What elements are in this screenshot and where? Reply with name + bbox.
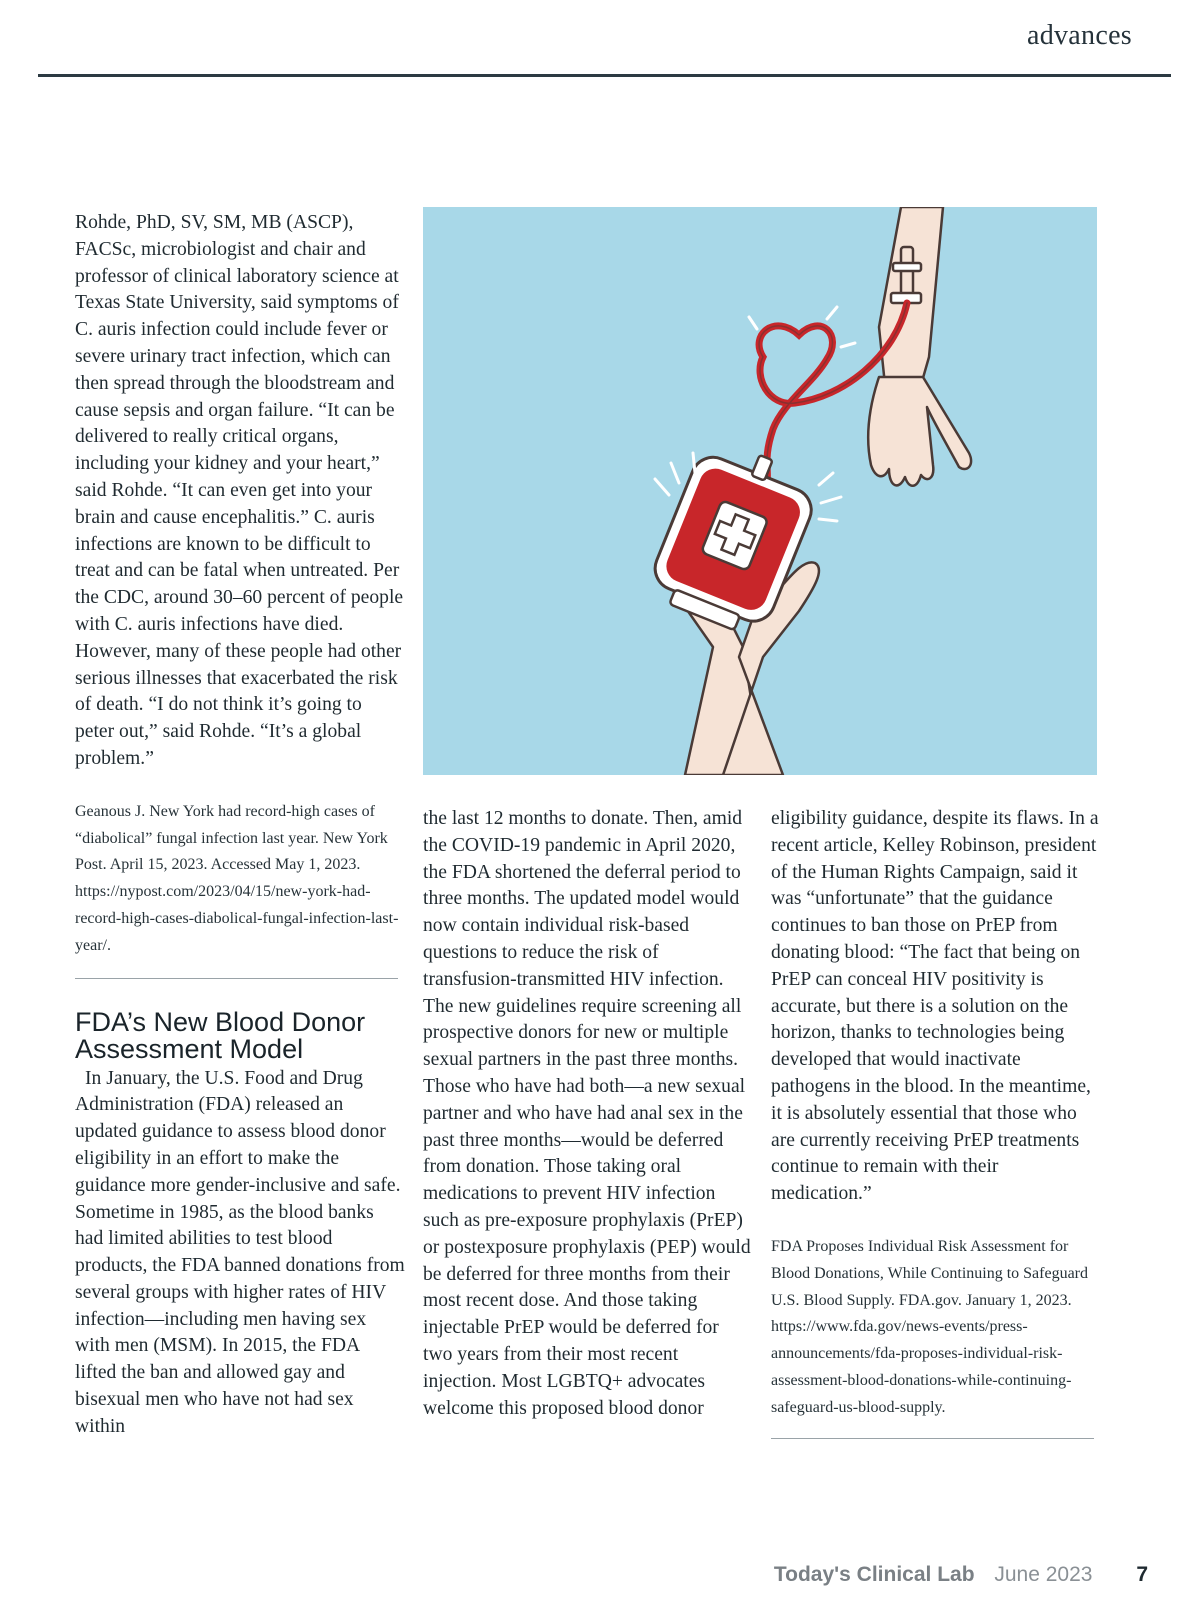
article-body-text: the last 12 months to donate. Then, amid the COVID-19 pandemic in April 2020, the FDA shortened the deferral period to three months. The updated model would now contain individual risk-based questions to reduce the risk of transfusion-transmitted HIV infection. The new guidelines require screening all prospective donors for new or multiple sexual partners in the past three months. Those who have had both—a new sexual partner and who have had anal sex in the past three months—would be deferred from donation. Those taking oral medications to prevent HIV infection such as pre-exposure prophylaxis (PrEP) or postexposure prophylaxis (PEP) would be deferred for three months from their most recent dose. And those taking injectable PrEP would be deferred for two years from their most recent injection. Most LGBTQ+ advocates welcome this proposed blood donor [423,808,751,1419]
blood-donation-illustration [423,207,1097,775]
page-footer [774,1563,1148,1587]
header-rule [38,74,1171,77]
section-label: advances [1026,20,1132,51]
reference-divider [771,1438,1094,1439]
issue-date: June 2023 [994,1563,1093,1586]
publication-name: Today's Clinical Lab [773,1563,975,1586]
section-heading: FDA’s New Blood Donor Assessment Model [75,1006,366,1064]
article-body-text: eligibility guidance, despite its flaws. In a recent article, Kelley Robinson, president of the Human Rights Campaign, said it was “unfortunate” that the guidance continues to ban those on PrEP from donating blood: “The fact that being on PrEP can conceal HIV positivity is accurate, but there is a solution on the horizon, thanks to technologies being developed that would inactivate pathogens in the blood. In the meantime, it is absolutely essential that those who are currently receiving PrEP treatments continue to remain with their medication.” [771,808,1099,1205]
column-2 [423,806,753,1422]
page-number: 7 [1136,1563,1148,1586]
reference-divider [75,978,398,979]
heart-blood-bag-icon [423,207,1097,775]
reference-citation: FDA Proposes Individual Risk Assessment for Blood Donations, While Continuing to Safeguard U.S. Blood Supply. FDA.gov. January 1, 2023. https://www.fda.gov/news-events/press-announcements/fda-proposes-individual-risk-assessment-blood-donations-while-continuing-safeguard-us-blood-supply. [771,1237,1089,1416]
column-1 [75,210,405,1441]
column-3 [771,806,1101,1439]
reference-citation: Geanous J. New York had record-high cases of “diabolical” fungal infection last year. New York Post. April 15, 2023. Accessed May 1, 2023. https://nypost.com/2023/04/15/new-york-had-record-high-cases-diabolical-fungal-infection-last-year/. [75,802,399,954]
article-body-text: Rohde, PhD, SV, SM, MB (ASCP), FACSc, microbiologist and chair and professor of clinical laboratory science at Texas State University, said symptoms of C. auris infection could include fever or severe urinary tract infection, which can then spread through the bloodstream and cause sepsis and organ failure. “It can be delivered to really critical organs, including your kidney and your heart,” said Rohde. “It can even get into your brain and cause encephalitis.” C. auris infections are known to be difficult to treat and can be fatal when untreated. Per the CDC, around 30–60 percent of people with C. auris infections have died. However, many of these people had other serious illnesses that exacerbated the risk of death. “I do not think it’s going to peter out,” said Rohde. “It’s a global problem.” [75,212,404,769]
article-body-text: In January, the U.S. Food and Drug Administration (FDA) released an updated guidance to assess blood donor eligibility in an effort to make the guidance more gender-inclusive and safe. Sometime in 1985, as the blood banks had limited abilities to test blood products, the FDA banned donations from several groups with higher rates of HIV infection—including men having sex with men (MSM). In 2015, the FDA lifted the ban and allowed gay and bisexual men who have not had sex within [75,1067,405,1437]
